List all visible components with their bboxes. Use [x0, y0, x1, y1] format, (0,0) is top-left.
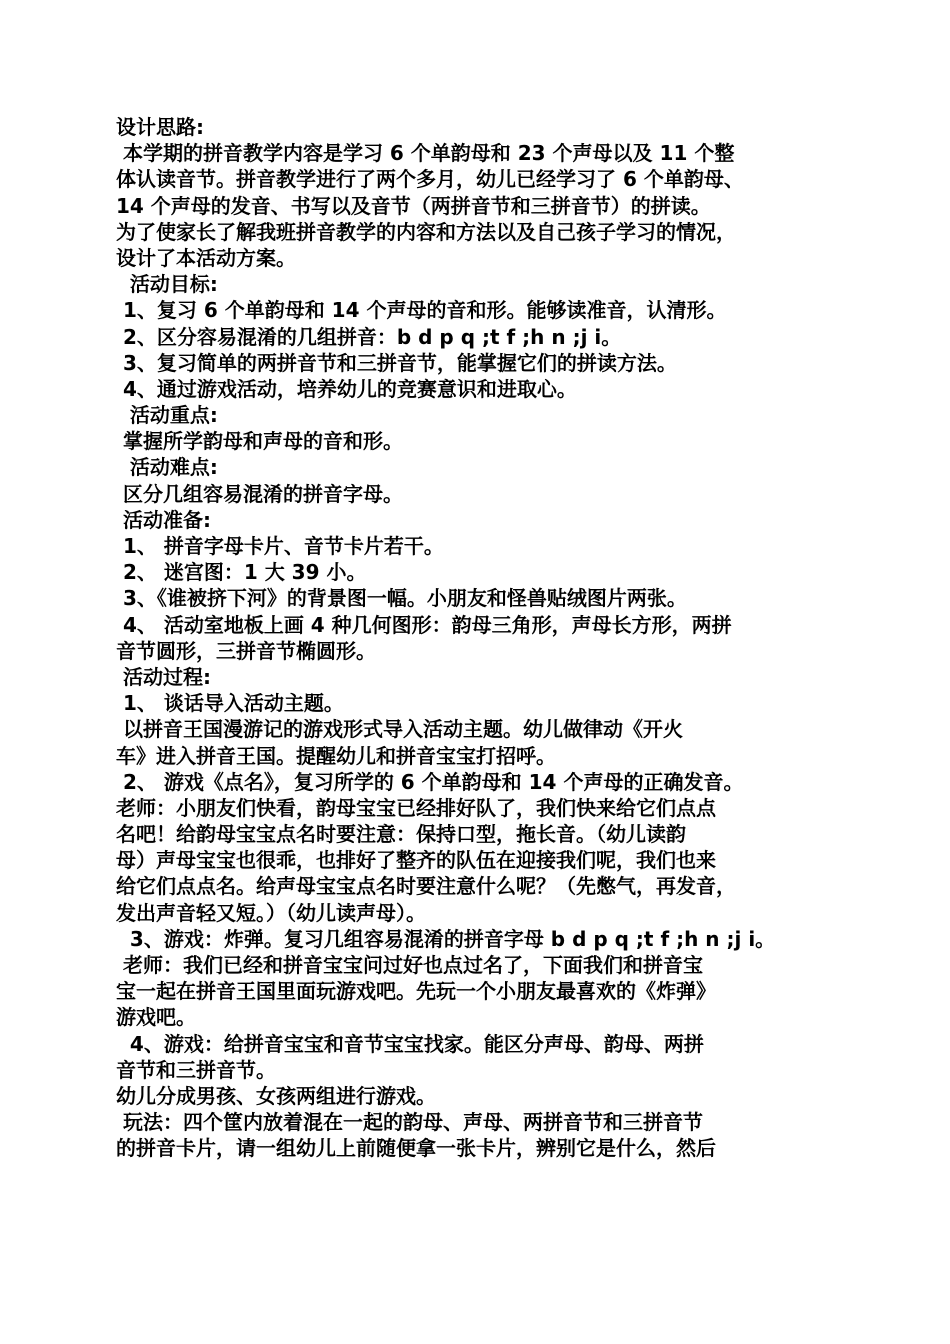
preparation-item: 4、 活动室地板上画 4 种几何图形：韵母三角形，声母长方形，两拼 — [116, 612, 732, 637]
paragraph-line: 设计了本活动方案。 — [116, 245, 296, 270]
paragraph-line: 宝一起在拼音王国里面玩游戏吧。先玩一个小朋友最喜欢的《炸弹》 — [116, 979, 716, 1004]
paragraph-line: 以拼音王国漫游记的游戏形式导入活动主题。幼儿做律动《开火 — [116, 717, 683, 742]
paragraph-line: 游戏吧。 — [116, 1005, 196, 1030]
paragraph-line: 老师：我们已经和拼音宝宝问过好也点过名了，下面我们和拼音宝 — [116, 953, 703, 977]
paragraph-line: 发出声音轻又短。）（幼儿读声母）。 — [116, 900, 426, 925]
paragraph-line: 区分几组容易混淆的拼音字母。 — [116, 481, 403, 506]
paragraph-line: 的拼音卡片，请一组幼儿上前随便拿一张卡片，辨别它是什么，然后 — [116, 1136, 716, 1161]
paragraph-line: 本学期的拼音教学内容是学习 6 个单韵母和 23 个声母以及 11 个整 — [116, 141, 735, 166]
heading-difficult-points: 活动难点: — [116, 455, 218, 480]
heading-design-idea: 设计思路: — [116, 115, 204, 139]
paragraph-line: 14 个声母的发音、书写以及音节（两拼音节和三拼音节）的拼读。 — [116, 193, 711, 218]
goal-item: 1、复习 6 个单韵母和 14 个声母的音和形。能够读准音，认清形。 — [116, 298, 727, 323]
preparation-item: 3、《谁被挤下河》的背景图一幅。小朋友和怪兽贴绒图片两张。 — [116, 586, 687, 611]
goal-item: 3、复习简单的两拼音节和三拼音节，能掌握它们的拼读方法。 — [116, 350, 677, 375]
heading-activity-goals: 活动目标: — [116, 272, 218, 297]
goal-item: 2、区分容易混淆的几组拼音：b d p q ;t f ;h n ;j i。 — [116, 324, 622, 349]
paragraph-line: 掌握所学韵母和声母的音和形。 — [116, 429, 403, 454]
heading-process: 活动过程: — [116, 664, 211, 689]
paragraph-line: 老师：小朋友们快看，韵母宝宝已经排好队了，我们快来给它们点点 — [116, 795, 716, 820]
process-item: 2、 游戏《点名》，复习所学的 6 个单韵母和 14 个声母的正确发音。 — [116, 769, 744, 794]
goal-item: 4、通过游戏活动，培养幼儿的竞赛意识和进取心。 — [116, 376, 577, 401]
paragraph-line: 幼儿分成男孩、女孩两组进行游戏。 — [116, 1083, 436, 1108]
paragraph-line: 体认读音节。拼音教学进行了两个多月，幼儿已经学习了 6 个单韵母、 — [116, 167, 744, 192]
heading-key-points: 活动重点: — [116, 403, 218, 428]
process-item: 3、游戏：炸弹。复习几组容易混淆的拼音字母 b d p q ;t f ;h n ;j i。 — [116, 926, 776, 951]
preparation-item: 1、 拼音字母卡片、音节卡片若干。 — [116, 534, 444, 558]
preparation-item: 2、 迷宫图：1 大 39 小。 — [116, 560, 367, 585]
paragraph-line: 为了使家长了解我班拼音教学的内容和方法以及自己孩子学习的情况， — [116, 219, 736, 244]
paragraph-line: 玩法：四个筐内放着混在一起的韵母、声母、两拼音节和三拼音节 — [116, 1110, 703, 1135]
document-body — [116, 114, 856, 1162]
paragraph-line: 给它们点点名。给声母宝宝点名时要注意什么呢？（先憋气，再发音， — [116, 874, 736, 899]
heading-preparation: 活动准备: — [116, 507, 211, 532]
paragraph-line: 母）声母宝宝也很乖，也排好了整齐的队伍在迎接我们呢，我们也来 — [116, 848, 716, 873]
process-item: 4、游戏：给拼音宝宝和音节宝宝找家。能区分声母、韵母、两拼 — [116, 1031, 704, 1056]
paragraph-line: 名吧！给韵母宝宝点名时要注意：保持口型，拖长音。（幼儿读韵 — [116, 822, 686, 847]
process-item: 1、 谈话导入活动主题。 — [116, 691, 344, 716]
paragraph-line: 车》进入拼音王国。提醒幼儿和拼音宝宝打招呼。 — [116, 743, 556, 768]
paragraph-line: 音节和三拼音节。 — [116, 1057, 276, 1082]
paragraph-line: 音节圆形，三拼音节椭圆形。 — [116, 638, 376, 663]
